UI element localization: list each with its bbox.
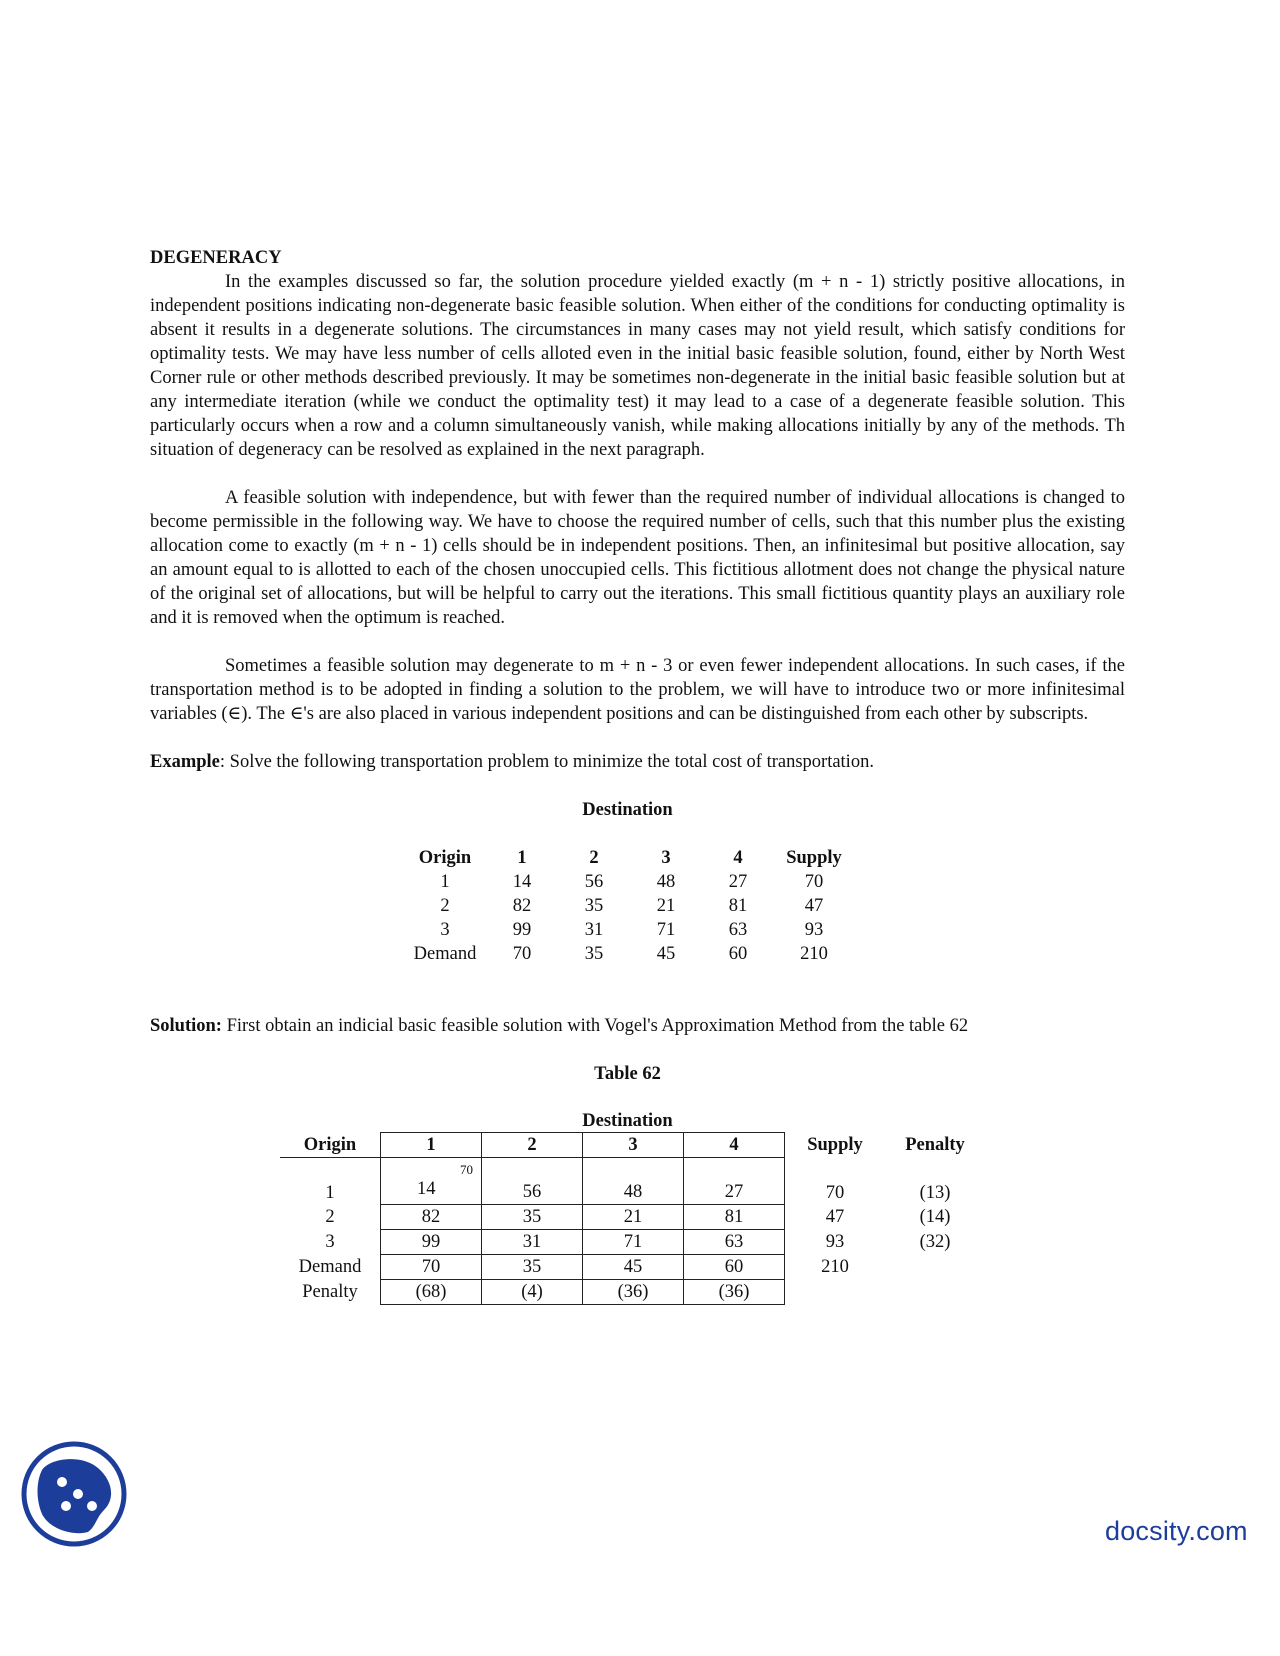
header-cell: Origin [280, 1133, 381, 1158]
table-cell: (68) [381, 1280, 482, 1305]
table-cell: 210 [821, 1257, 849, 1277]
table-cell: 81 [684, 1205, 785, 1230]
table-row [280, 1280, 985, 1305]
table-cell: 70 [825, 1182, 845, 1203]
header-cell: 3 [661, 848, 671, 868]
table-cell: 99 [381, 1230, 482, 1255]
table-row [280, 1255, 985, 1280]
table-cell: 56 [482, 1158, 583, 1205]
solution-text: First obtain an indicial basic feasible solution with Vogel's Approximation Method from the table 62 [221, 1016, 969, 1036]
table62-wrapper [280, 1132, 1125, 1305]
table-cell: 99 [512, 920, 532, 940]
table-cell: (13) [919, 1182, 951, 1203]
header-cell: 4 [733, 848, 743, 868]
table-cell: 56 [584, 872, 604, 892]
table-cell: 27 [728, 872, 748, 892]
table-cell: 35 [482, 1255, 583, 1280]
example-line [150, 750, 1125, 774]
table-cell: 70 [804, 872, 824, 892]
table-row [405, 894, 855, 918]
table-row [280, 1205, 985, 1230]
table-cell: 81 [728, 896, 748, 916]
docsity-logo-svg [20, 1440, 128, 1548]
table-cell: Demand [298, 1257, 362, 1277]
table-row [405, 942, 855, 966]
table-cell: 35 [584, 944, 604, 964]
table-cell: 47 [825, 1207, 845, 1227]
table-cell: 21 [583, 1205, 684, 1230]
example-text: : Solve the following transportation problem to minimize the total cost of transportation. [219, 752, 874, 772]
table-cell: 210 [800, 944, 828, 964]
table-cell: 2 [325, 1207, 335, 1227]
header-cell: 2 [589, 848, 599, 868]
header-cell: Supply [786, 848, 842, 868]
table-cell: 48 [656, 872, 676, 892]
table-cell: 27 [684, 1158, 785, 1205]
paragraph-3: Sometimes a feasible solution may degenerate to m + n - 3 or even fewer independent allocations. In such cases, if the transportation method is to be adopted in finding a solution to the problem, we will have to introduce two or more infinitesimal variables (∈). The ∈'s are also placed in various independent positions and can be distinguished from each other by subscripts. [150, 656, 1125, 724]
docsity-logo-icon[interactable] [20, 1440, 128, 1548]
table-cell: Penalty [302, 1282, 358, 1302]
table-cell: 1 [325, 1182, 335, 1203]
table-row [405, 846, 855, 870]
table-cell [785, 1280, 886, 1305]
table-cell: 70 [381, 1255, 482, 1280]
table62 [280, 1132, 986, 1305]
cost-value: 14 [417, 1179, 436, 1199]
table-cell: 93 [804, 920, 824, 940]
allocation-value: 70 [460, 1162, 473, 1177]
header-cell: 3 [583, 1133, 684, 1158]
solution-line [150, 1014, 1125, 1038]
table-cell [885, 1255, 985, 1280]
docsity-brand-link[interactable]: docsity.com [1105, 1516, 1248, 1546]
table-cell: (14) [919, 1207, 951, 1227]
paragraph-2: A feasible solution with independence, but with fewer than the required number of individual allocations is changed to become permissible in the following way. We have to choose the required number of cells, such that this number plus the existing allocation come to exactly (m + n - 1) cells should be in independent positions. Then, an infinitesimal but positive allocation, say an amount equal to is allotted to each of the chosen unoccupied cells. This fictitious allotment does not change the physical nature of the original set of allocations, but will be helpful to carry out the iterations. This small fictitious quantity plays an auxiliary role and it is removed when the optimum is reached. [150, 488, 1125, 628]
header-cell: 4 [684, 1133, 785, 1158]
table62-title: Destination [582, 1111, 673, 1131]
table-cell: 45 [583, 1255, 684, 1280]
table-cell: Demand [413, 944, 477, 964]
table-cell: (32) [919, 1232, 951, 1252]
paragraph-1: In the examples discussed so far, the solution procedure yielded exactly (m + n - 1) strictly positive allocations, in independent positions indicating non-degenerate basic feasible solution. When either of the conditions for conducting optimality is absent it results in a degenerate solutions. The circumstances in many cases may not yield result, which satisfy conditions for optimality tests. We may have less number of cells alloted even in the initial basic feasible solution, found, either by North West Corner rule or other methods described previously. It may be sometimes non-degenerate in the initial basic feasible solution but at any intermediate iteration (while we conduct the optimality test) it may lead to a case of a degenerate feasible solution. This particularly occurs when a row and a column simultaneously vanish, while making allocations initially by any of the methods. Th situation of degeneracy can be resolved as explained in the next paragraph. [150, 272, 1125, 460]
table-row [280, 1133, 985, 1158]
table-cell: 70 [512, 944, 532, 964]
table-cell: 2 [440, 896, 450, 916]
table-row [405, 918, 855, 942]
table-cell: 71 [656, 920, 676, 940]
table-cell: 35 [482, 1205, 583, 1230]
problem-table [405, 846, 855, 966]
allocated-cell [381, 1158, 482, 1205]
table-cell: 60 [684, 1255, 785, 1280]
table-cell: (4) [482, 1280, 583, 1305]
header-cell: Penalty [905, 1135, 965, 1155]
section-heading: DEGENERACY [150, 248, 282, 268]
table-cell: (36) [583, 1280, 684, 1305]
table-cell: 31 [482, 1230, 583, 1255]
table-cell: 82 [512, 896, 532, 916]
table-cell: 21 [656, 896, 676, 916]
table-cell: 63 [684, 1230, 785, 1255]
table-row [280, 1158, 985, 1205]
table-cell: 1 [440, 872, 450, 892]
document-body [150, 246, 1125, 1305]
table-cell: 47 [804, 896, 824, 916]
header-cell: Supply [807, 1135, 863, 1155]
table-cell: 31 [584, 920, 604, 940]
table-cell: 93 [825, 1232, 845, 1252]
table-row [405, 870, 855, 894]
header-cell: Origin [418, 848, 472, 868]
table-cell: 35 [584, 896, 604, 916]
table-cell: 60 [728, 944, 748, 964]
table-row [280, 1230, 985, 1255]
table-cell: 48 [583, 1158, 684, 1205]
table-cell: 45 [656, 944, 676, 964]
table-cell: 71 [583, 1230, 684, 1255]
table-cell: 3 [440, 920, 450, 940]
table-cell: 14 [512, 872, 532, 892]
table62-caption: Table 62 [594, 1064, 661, 1084]
header-cell: 1 [381, 1133, 482, 1158]
header-cell: 1 [517, 848, 527, 868]
problem-table-title: Destination [582, 800, 673, 820]
solution-label: Solution: [150, 1016, 222, 1036]
example-label: Example [150, 752, 220, 772]
table-cell: 82 [381, 1205, 482, 1230]
table-cell: 3 [325, 1232, 335, 1252]
header-cell: 2 [482, 1133, 583, 1158]
table-cell: 63 [728, 920, 748, 940]
table-cell: (36) [684, 1280, 785, 1305]
table-cell [885, 1280, 985, 1305]
